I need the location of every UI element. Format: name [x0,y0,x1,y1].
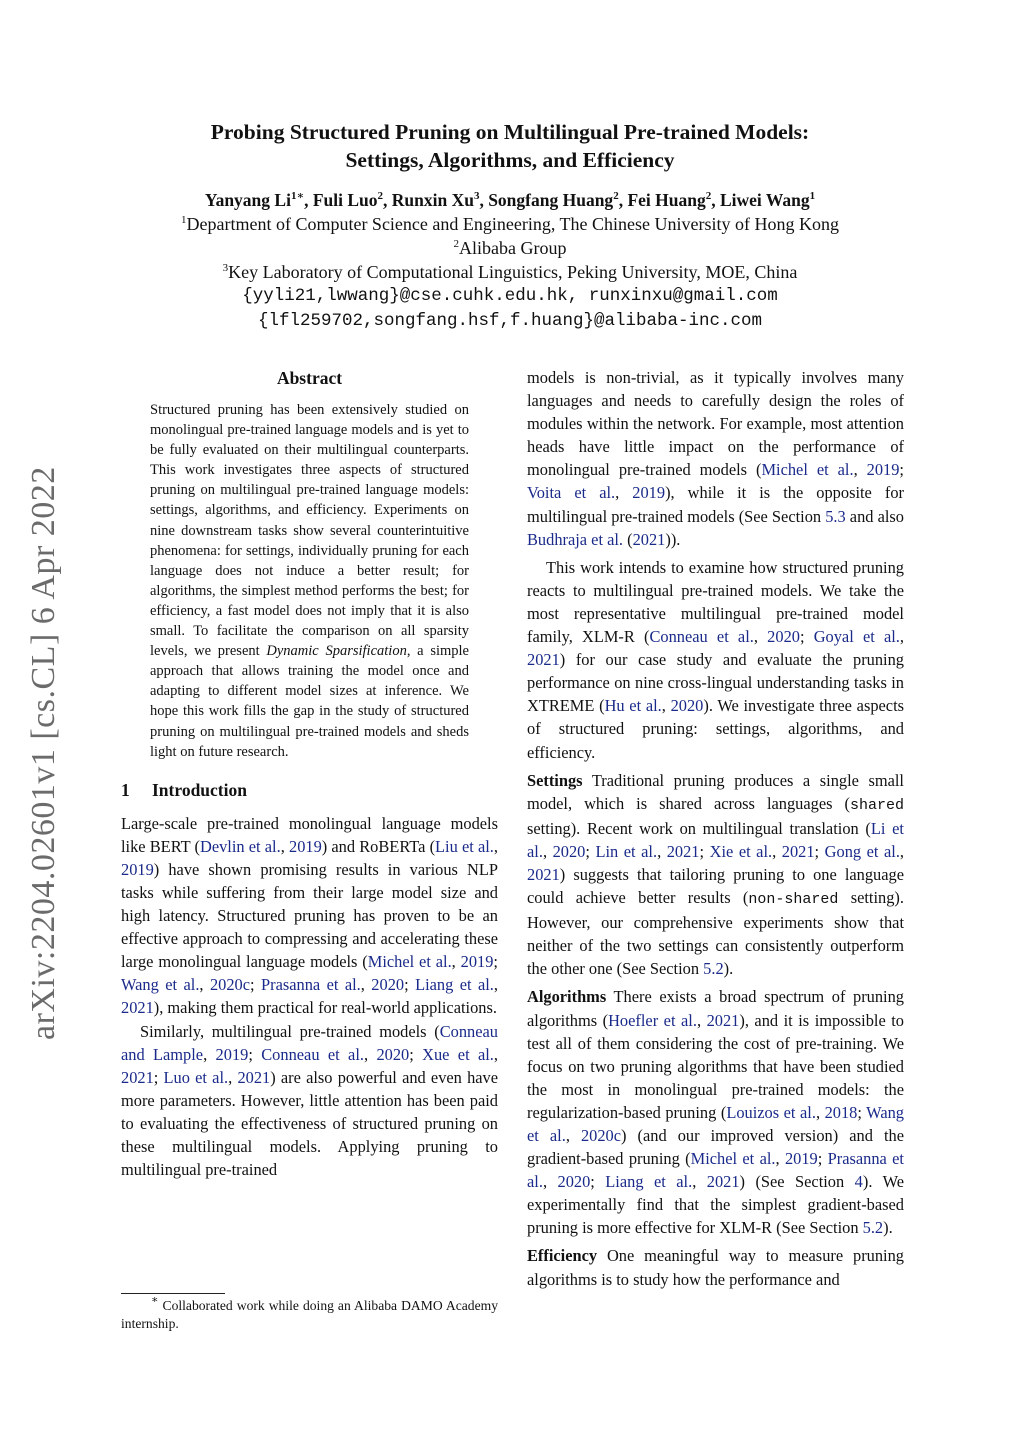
footnote-mark: ∗ [151,1294,159,1306]
citation-link[interactable]: Michel et al. [761,460,854,480]
text-run: ), making them practical for real-world applications. [153,998,497,1018]
affiliation-mark: 3 [222,262,229,274]
citation-link[interactable]: 2021 [632,529,666,549]
text-run: , [360,975,372,995]
text-run: , [363,1044,377,1064]
arxiv-identifier-stamp[interactable]: arXiv:2204.02601v1 [cs.CL] 6 Apr 2022 [25,466,62,1040]
citation-link[interactable]: 2020 [371,975,405,995]
citation-link[interactable]: Prasanna et al. [261,975,361,995]
citation-link[interactable]: Luo et al. [163,1067,229,1087]
citation-link[interactable]: 2021 [706,1172,740,1192]
author-name: Fei Huang [627,190,706,210]
text-run: ; [814,841,825,861]
code-term: non-shared [748,891,839,909]
citation-link[interactable]: 2020 [557,1172,591,1192]
text-run: ). [723,959,734,979]
author-name: Songfang Huang [488,190,614,210]
abstract-text-part: , a simple approach that allows training the model once and adapting to different model sizes at inference. We hope this work fills the gap in the study of structured pruning on multilingual pre-trained models and sheds light on future research. [150,643,469,760]
text-run: , [661,696,671,716]
email-line[interactable]: {yyli21,lwwang}@cse.cuhk.edu.hk, runxinxu@gmail.com [242,286,778,306]
citation-link[interactable]: Xie et al. [709,841,773,861]
paper-header [110,118,910,334]
author-name: Liwei Wang [719,190,810,210]
text-run: , [228,1067,238,1087]
right-column [527,366,904,1291]
text-run: , [899,627,904,647]
paragraph-run-in-heading: Algorithms [527,987,607,1007]
citation-link[interactable]: Gong et al. [824,841,900,861]
affiliation-text: Key Laboratory of Computational Linguistics, Peking University, MOE, China [228,262,798,282]
citation-link[interactable]: Wang et al. [121,975,200,995]
citation-link[interactable]: Hu et al. [604,696,662,716]
citation-link[interactable]: Prasanna et al. [527,1149,904,1192]
intro-paragraph-2 [121,1020,498,1182]
citation-link[interactable]: Voita et al. [527,483,616,503]
author-affiliation-mark: 2 [613,190,619,202]
text-run: ) and RoBERTa ( [321,836,436,856]
citation-link[interactable]: 2020 [552,841,586,861]
affiliation-text: Alibaba Group [459,238,567,258]
citation-link[interactable]: 2021 [527,650,560,670]
text-run: ( [623,529,633,549]
citation-link[interactable]: Lin et al. [595,841,658,861]
text-run: , [692,1172,707,1192]
citation-link[interactable]: 2019 [866,460,900,480]
author-name: Fuli Luo [312,190,378,210]
footnote-divider [121,1293,225,1294]
citation-link[interactable]: 2019 [289,836,322,856]
text-run: ; [250,975,261,995]
text-run: ), while it is the opposite for multilingual pre-trained models (See Section [527,483,904,526]
intro-paragraph-this-work [527,556,904,764]
paper-title [110,118,910,174]
author-name: Runxin Xu [391,190,474,210]
abstract-text-part: Structured pruning has been extensively studied on monolingual pre-trained language models and is yet to be fully evaluated on their multilingual counterparts. This work investigates three aspects of structured pruning on multilingual pre-trained language models: settings, algorithms, and efficiency. Experiments on nine downstream tasks show several counterintuitive phenomena: for settings, individually pruning for each language does not induce a better result; for algorithms, the simplest method performs the best; for efficiency, a fast model does not imply that it is also small. To facilitate the comparison on all sparsity levels, we present [150,402,469,660]
citation-link[interactable]: 2021 [527,864,560,884]
affiliation-line [110,260,910,284]
text-run: ). We experimentally find that the simplest gradient-based pruning is more effective for XLM-R (See Section [527,1172,905,1238]
text-run: ). We investigate three aspects of structured pruning: settings, algorithms, and efficiency. [527,696,905,762]
text-run: ) have shown promising results in various NLP tasks while suffering from their large model size and high latency. Structured pruning has proven to be an effective approach to compressing and accelerating these large monolingual language models ( [121,859,498,972]
citation-link[interactable]: Conneau et al. [261,1044,364,1064]
left-column [121,366,498,1181]
text-run: , [853,460,867,480]
citation-link[interactable]: Michel et al. [367,952,452,972]
intro-paragraph-1 [121,812,498,1020]
citation-link[interactable]: 2018 [824,1102,858,1122]
citation-link[interactable]: 2019 [121,859,154,879]
author-affiliation-mark: 2 [377,190,383,202]
affiliation-line [110,236,910,260]
citation-link[interactable]: Xue et al. [422,1044,494,1064]
text-run: ; [799,627,814,647]
citation-link[interactable]: 2020 [376,1044,410,1064]
citation-link[interactable]: 5.2 [703,959,724,979]
author-affiliation-mark: 1∗ [290,190,305,202]
text-run: ; [493,952,498,972]
citation-link[interactable]: Liu et al. [435,836,494,856]
text-run: ) are also powerful and even have more parameters. However, little attention has been paid to evaluating the effectiveness of structured pruning on these multilingual models. Applying pruning to multilingual pre-trained [121,1067,499,1180]
text-run: ), and it is impossible to test all of them considering the cost of pre-training. We focus on two pruning algorithms that have been studied the most in monolingual pre-trained models: the regularization-based pruning ( [527,1010,904,1122]
citation-link[interactable]: 5.3 [825,506,846,526]
citation-link[interactable]: 5.2 [862,1218,884,1238]
text-run: ; [153,1067,164,1087]
author-affiliation-mark: 2 [705,190,712,202]
section-title-text: Introduction [152,779,247,800]
settings-paragraph [527,769,904,981]
text-run: Large-scale pre-trained monolingual language models like BERT ( [121,813,498,856]
text-run: )). [665,529,681,549]
text-run: , [493,1044,499,1064]
text-run: ). [883,1218,893,1238]
text-run: ; [585,841,596,861]
citation-link[interactable]: 2019 [460,952,494,972]
citation-link[interactable]: 2020c [209,975,251,995]
citation-link[interactable]: 2021 [121,1067,154,1087]
text-run: ; [404,975,416,995]
citation-link[interactable]: 4 [854,1172,863,1192]
text-run: , [753,627,768,647]
text-run: setting). Recent work on multilingual translation ( [527,818,871,838]
citation-link[interactable]: Goyal et al. [813,627,900,647]
affiliation-mark: 2 [453,238,459,250]
text-run: This work intends to examine how structured pruning reacts to multilingual pre-trained models. We take the most representative multilingual pre-trained model family, XLM-R ( [527,557,904,647]
footnote [121,1294,498,1333]
text-run: and also [845,506,904,526]
text-run: There exists a broad spectrum of pruning algorithms ( [527,987,904,1030]
text-run: , [899,841,905,861]
affiliation-mark: 1 [180,214,187,226]
text-run: ; [409,1044,423,1064]
text-run: ) for our case study and evaluate the pruning performance on nine cross-lingual understanding tasks in XTREME ( [527,650,904,716]
affiliation-text: Department of Computer Science and Engineering, The Chinese University of Hong Kong [186,214,839,234]
citation-link[interactable]: 2020 [670,696,704,716]
text-run: ; [248,1044,262,1064]
citation-link[interactable]: 2019 [632,483,666,503]
author-affiliation-mark: 1 [809,190,816,202]
text-run: ; [817,1149,828,1169]
algorithms-paragraph [527,985,904,1239]
citation-link[interactable]: Liang et al. [605,1172,693,1192]
citation-link[interactable]: Li et al. [527,818,904,861]
text-run: Similarly, multilingual pre-trained models ( [140,1021,440,1041]
text-run: ; [899,460,904,480]
abstract-body [150,400,469,762]
text-run: , [203,1044,216,1064]
text-run: , [280,836,289,856]
efficiency-paragraph [527,1244,904,1290]
text-run: , [815,1102,825,1122]
text-run: ) suggests that tailoring pruning to one language could achieve better results ( [527,864,904,908]
citation-link[interactable]: Wang et al. [527,1102,904,1145]
citation-link[interactable]: 2019 [215,1044,249,1064]
text-run: , [657,841,667,861]
citation-link[interactable]: 2020c [580,1126,622,1145]
citation-link[interactable]: 2020 [767,627,800,647]
citation-link[interactable]: 2019 [784,1149,818,1169]
citation-link[interactable]: 2021 [781,841,815,861]
text-run: setting). However, our comprehensive experiments show that neither of the two settings can consistently outperform the other one (See Section [527,888,904,979]
title-line-2: Settings, Algorithms, and Efficiency [345,148,675,172]
text-run: ; [699,841,710,861]
email-line[interactable]: {lfl259702,songfang.hsf,f.huang}@alibaba-inc.com [257,311,763,331]
section-number: 1 [121,779,130,800]
citation-link[interactable]: 2021 [706,1010,740,1030]
text-run: ; [857,1102,867,1122]
author-affiliation-mark: 3 [473,190,480,202]
citation-link[interactable]: Budhraja et al. [527,529,624,549]
abstract-emphasis: Dynamic Sparsification [266,643,407,660]
text-run: , [493,836,499,856]
text-run: , [615,483,633,503]
footnote-text: Collaborated work while doing an Alibaba DAMO Academy internship. [121,1298,498,1331]
text-run: , [772,841,782,861]
text-run: models is non-trivial, as it typically involves many languages and needs to carefully design the roles of modules within the network. For example, most attention heads have little impact on the performance of monolingual pre-trained models ( [527,368,904,480]
citation-link[interactable]: 2021 [666,841,700,861]
citation-link[interactable]: Louizos et al. [726,1102,816,1122]
text-run: , [199,975,210,995]
author-name: Yanyang Li [204,190,291,210]
paragraph-run-in-heading: Settings [527,770,583,790]
text-run: , [451,952,461,972]
citation-link[interactable]: Liang et al. [415,975,494,995]
intro-paragraph-continued [527,366,904,551]
text-run: ) (and our improved version) and the gradient-based pruning ( [527,1126,904,1169]
paragraph-run-in-heading: Efficiency [527,1246,598,1266]
text-run: , [696,1010,707,1030]
text-run: , [493,975,499,995]
text-run: , [775,1149,785,1169]
text-run: One meaningful way to measure pruning algorithms is to study how the performance and [527,1246,904,1289]
citation-link[interactable]: Hoefler et al. [608,1010,697,1030]
citation-link[interactable]: 2021 [121,998,154,1018]
text-run: , [542,841,553,861]
text-run: ; [590,1172,606,1192]
citation-link[interactable]: Michel et al. [690,1149,776,1169]
text-run: ) (See Section [739,1172,855,1192]
title-line-1: Probing Structured Pruning on Multilingual Pre-trained Models: [210,120,810,144]
section-heading-introduction [121,778,498,802]
affiliation-line [110,212,910,236]
abstract-heading: Abstract [276,368,343,388]
text-run: , [542,1172,558,1192]
citation-link[interactable]: Conneau and Lample [121,1021,498,1064]
citation-link[interactable]: Conneau et al. [649,627,754,647]
text-run: , [565,1126,581,1145]
code-term: shared [849,796,904,814]
author-list: Yanyang $Li^{1∗}$, Fuli Luo$^2$, Runxin Xu$^3$, Songfang Huang$^2$, Fei Huang$^2$, Liwei Wang$^1$ [204,190,816,210]
citation-link[interactable]: Devlin et al. [200,836,281,856]
citation-link[interactable]: 2021 [237,1067,271,1087]
text-run: Traditional pruning produces a single small model, which is shared across languages ( [527,770,904,813]
